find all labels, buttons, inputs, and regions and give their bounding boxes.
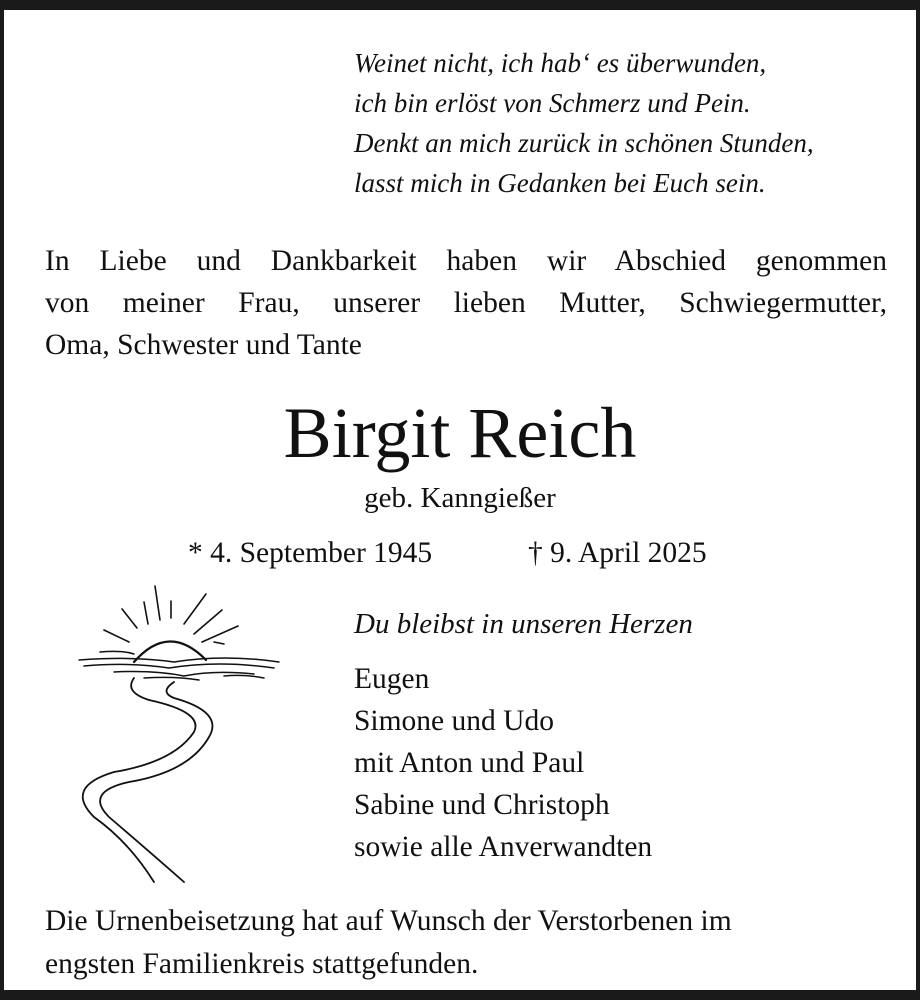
death-date: † 9. April 2025 (528, 537, 707, 569)
poem-line: ich bin erlöst von Schmerz und Pein. (354, 88, 751, 118)
poem-line: Denkt an mich zurück in schönen Stunden, (354, 128, 814, 158)
maiden-name: geb. Kanngießer (364, 482, 556, 514)
closing-line: engsten Familienkreis stattgefunden. (45, 948, 479, 980)
family-name: mit Anton und Paul (354, 747, 585, 779)
intro-line: Oma, Schwester und Tante (45, 329, 362, 361)
intro-line: In Liebe und Dankbarkeit haben wir Abschied genommen (45, 245, 887, 277)
intro-line: von meiner Frau, unserer lieben Mutter, Schwiegermutter, (45, 287, 887, 319)
poem-line: Weinet nicht, ich hab‘ es überwunden, (354, 48, 767, 78)
sunset-path-icon (74, 582, 284, 892)
family-name: Eugen (354, 663, 430, 695)
closing-line: Die Urnenbeisetzung hat auf Wunsch der Verstorbenen im (45, 905, 732, 937)
family-list (354, 658, 652, 868)
family-name: Simone und Udo (354, 705, 554, 737)
motto: Du bleibst in unseren Herzen (354, 608, 693, 640)
poem-line: lasst mich in Gedanken bei Euch sein. (354, 168, 766, 198)
intro-text (45, 240, 887, 366)
family-name: Sabine und Christoph (354, 789, 610, 821)
deceased-name: Birgit Reich (283, 393, 637, 473)
birth-date: * 4. September 1945 (188, 537, 433, 569)
family-name: sowie alle Anverwandten (354, 831, 653, 863)
poem (354, 43, 814, 203)
closing-text (45, 900, 732, 986)
